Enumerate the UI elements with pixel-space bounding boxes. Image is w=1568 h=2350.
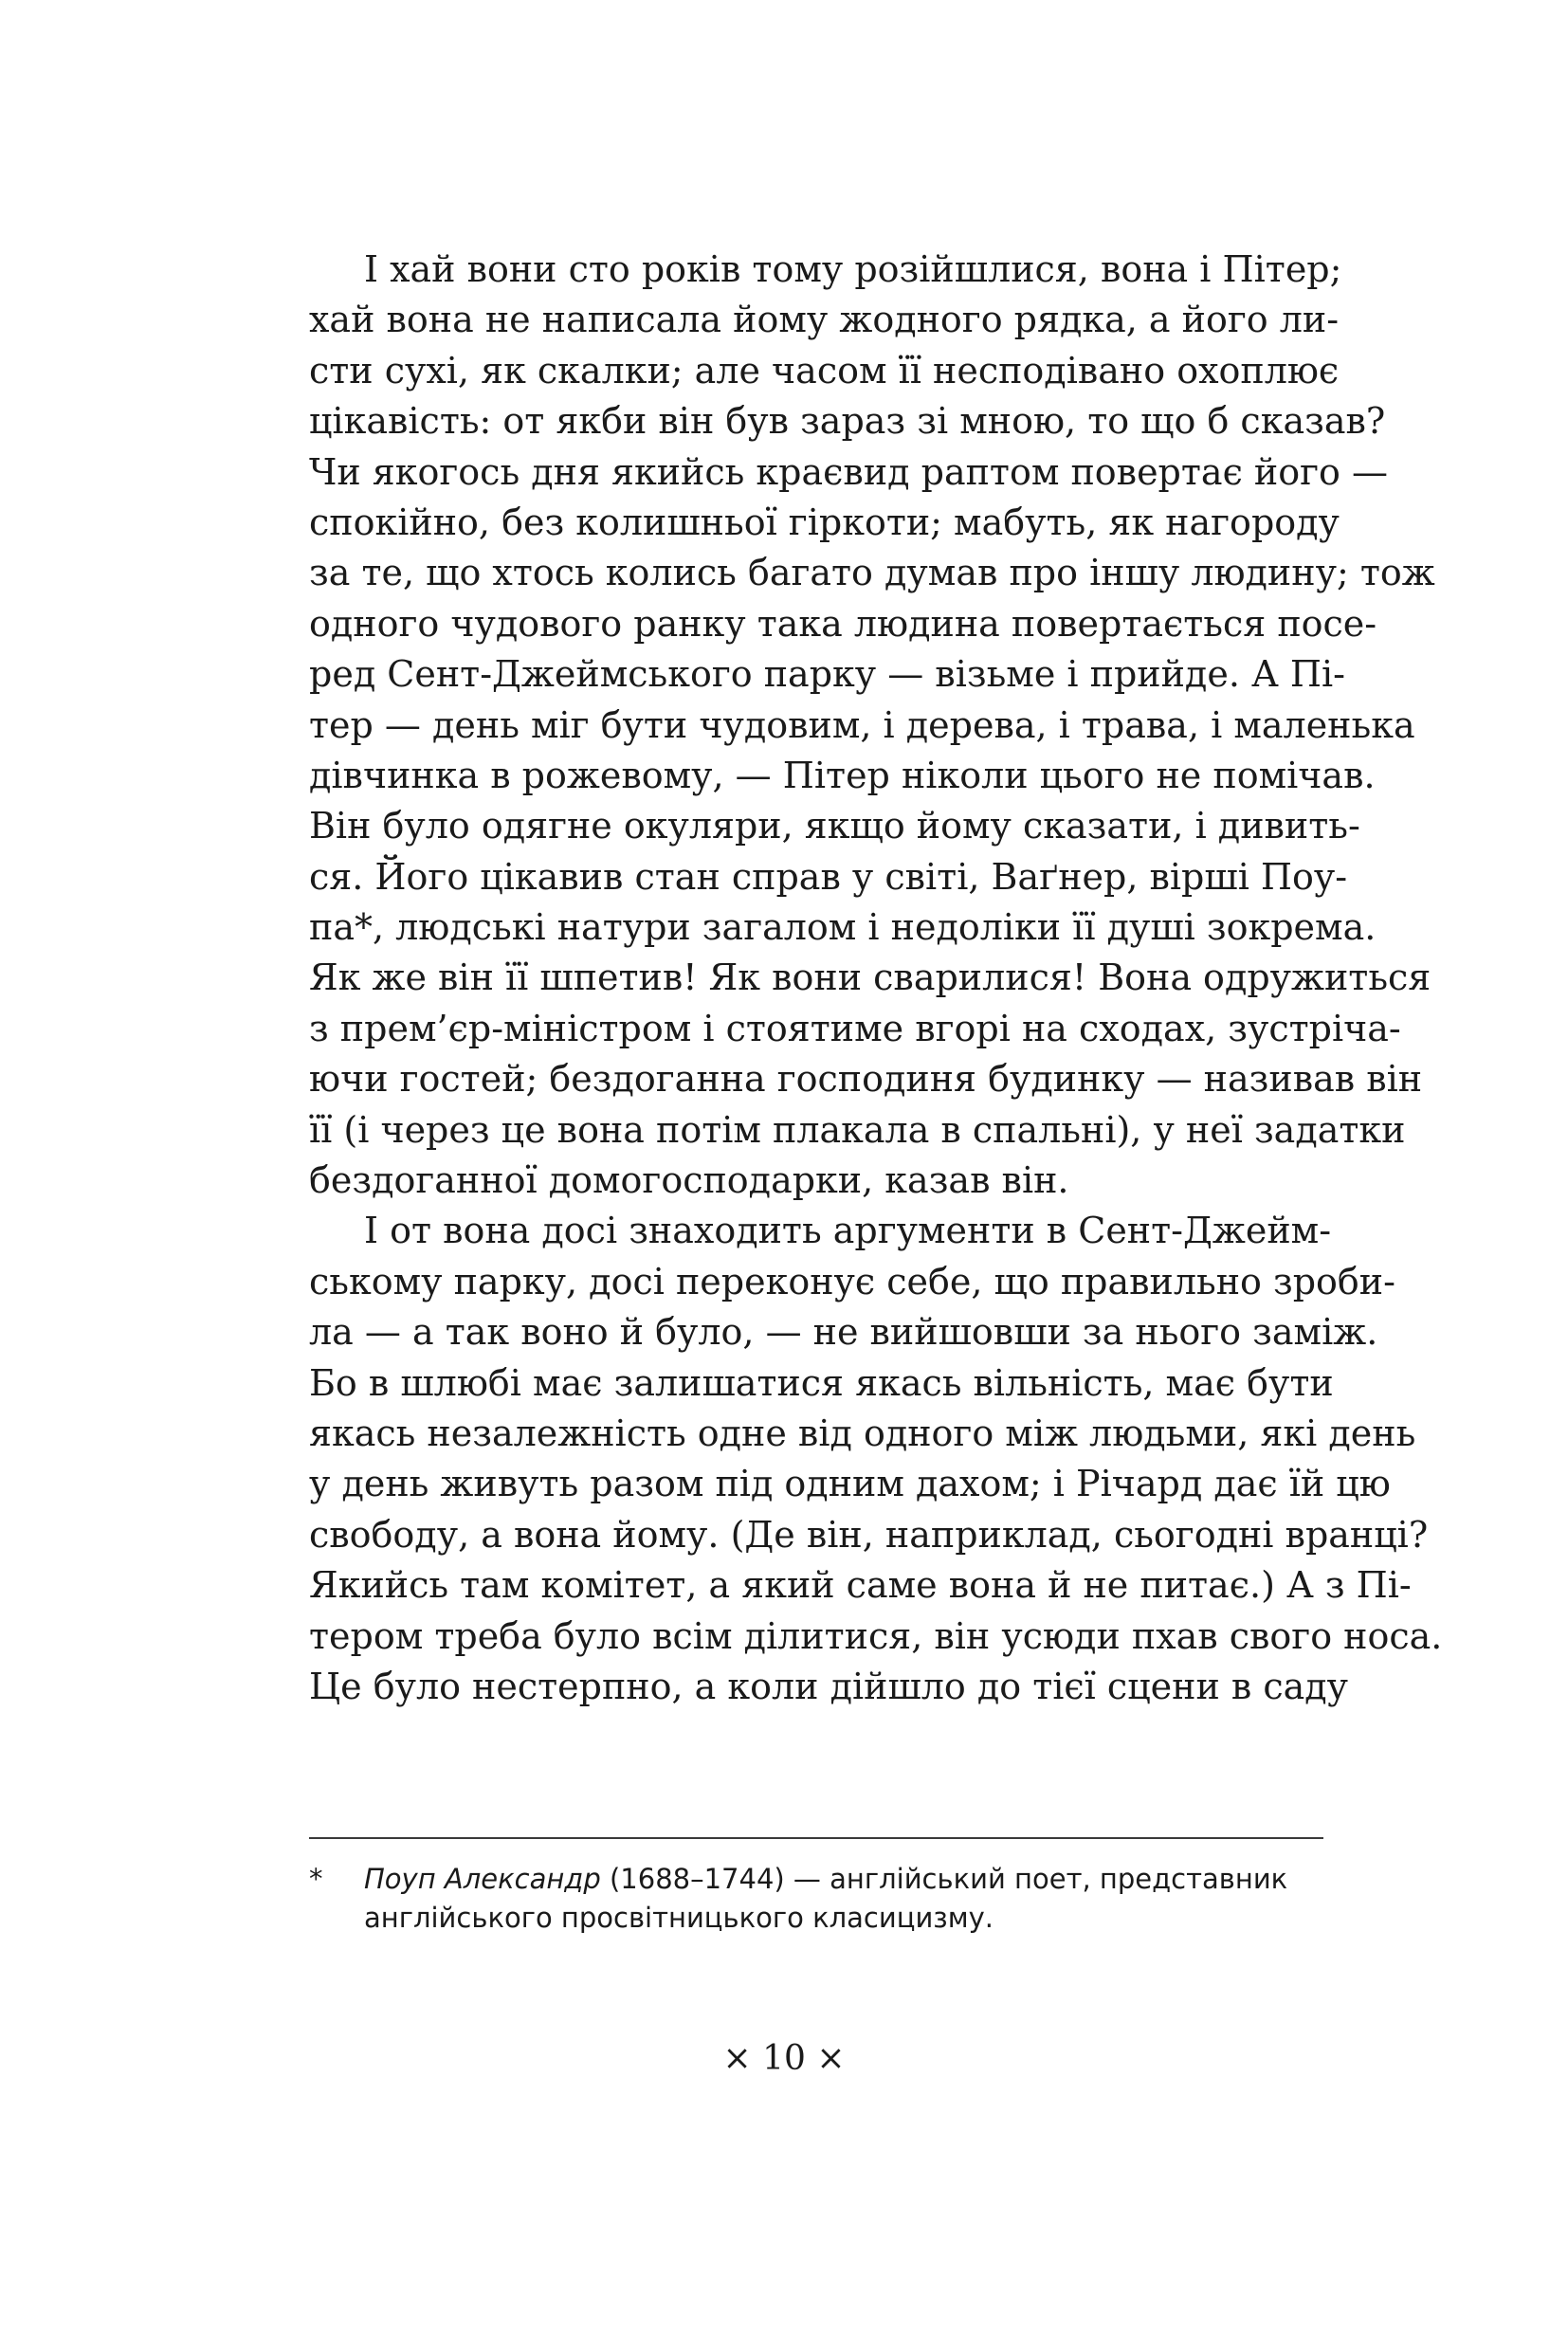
text-line: за те, що хтось колись багато думав про іншу людину; тож	[309, 552, 1435, 594]
footnote-name: Поуп Александр	[364, 1863, 601, 1895]
text-line: у день живуть разом під одним дахом; і Річард дає їй цю	[309, 1463, 1391, 1505]
text-line: Якийсь там комітет, а який саме вона й не питає.) А з Пі-	[309, 1564, 1412, 1607]
text-line: Це було нестерпно, а коли дійшло до тієї сцени в саду	[309, 1665, 1349, 1707]
text-line: свободу, а вона йому. (Де він, наприклад, сьогодні вранці?	[309, 1513, 1429, 1556]
text-line: Бо в шлюбі має залишатися якась вільність, має бути	[309, 1361, 1334, 1404]
text-line: ючи гостей; бездоганна господиня будинку — називав він	[309, 1058, 1423, 1101]
footnote	[309, 1860, 1323, 1938]
text-line: з прем’єр-міністром і стоятиме вгорі на сходах, зустріча-	[309, 1007, 1401, 1049]
text-line: І хай вони сто років тому розійшлися, вона і Пітер;	[364, 248, 1342, 290]
body-text	[309, 245, 1443, 1712]
text-line: дівчинка в рожевому, — Пітер ніколи цього не помічав.	[309, 754, 1376, 796]
text-line: цікавість: от якби він був зараз зі мною, то що б сказав?	[309, 400, 1386, 443]
text-line: І от вона досі знаходить аргументи в Сент-Джейм-	[364, 1210, 1332, 1252]
text-line: її (і через це вона потім плакала в спальні), у неї задатки	[309, 1108, 1406, 1151]
text-line: якась незалежність одне від одного між людьми, які день	[309, 1412, 1416, 1454]
footnote-line-1	[309, 1860, 1323, 1899]
text-line: хай вона не написала йому жодного рядка, а його ли-	[309, 299, 1340, 341]
text-line: бездоганної домогосподарки, казав він.	[309, 1159, 1069, 1202]
text-line: ла — а так воно й було, — не вийшовши за нього заміж.	[309, 1311, 1378, 1354]
text-line: ському парку, досі переконує себе, що правильно зроби-	[309, 1260, 1395, 1303]
text-line: ред Сент-Джеймського парку — візьме і прийде. А Пі-	[309, 653, 1345, 696]
text-line: Як же він її шпетив! Як вони сварилися! Вона одружиться	[309, 956, 1431, 999]
text-line: ся. Його цікавив стан справ у світі, Ваґнер, вірші Поу-	[309, 855, 1348, 898]
text-line: тером треба було всім ділитися, він усюди пхав свого носа.	[309, 1614, 1443, 1657]
text-line: Він було одягне окуляри, якщо йому сказати, і дивить-	[309, 805, 1360, 847]
footnote-mark: *	[309, 1863, 323, 1895]
page-number: × 10 ×	[722, 2039, 846, 2078]
footnote-divider	[309, 1837, 1323, 1839]
footnote-text: (1688–1744) — англійський поет, представник	[600, 1863, 1288, 1895]
text-line: одного чудового ранку така людина повертається посе-	[309, 602, 1377, 645]
text-line: тер — день міг бути чудовим, і дерева, і трава, і маленька	[309, 703, 1415, 746]
text-line: спокійно, без колишньої гіркоти; мабуть, як нагороду	[309, 501, 1340, 543]
text-line: па*, людські натури загалом і недоліки її душі зокрема.	[309, 906, 1377, 949]
text-line: Чи якогось дня якийсь краєвид раптом повертає його —	[309, 450, 1388, 493]
text-line: сти сухі, як скалки; але часом її несподівано охоплює	[309, 349, 1340, 392]
footnote-line-2: англійського просвітницького класицизму.	[364, 1902, 994, 1934]
